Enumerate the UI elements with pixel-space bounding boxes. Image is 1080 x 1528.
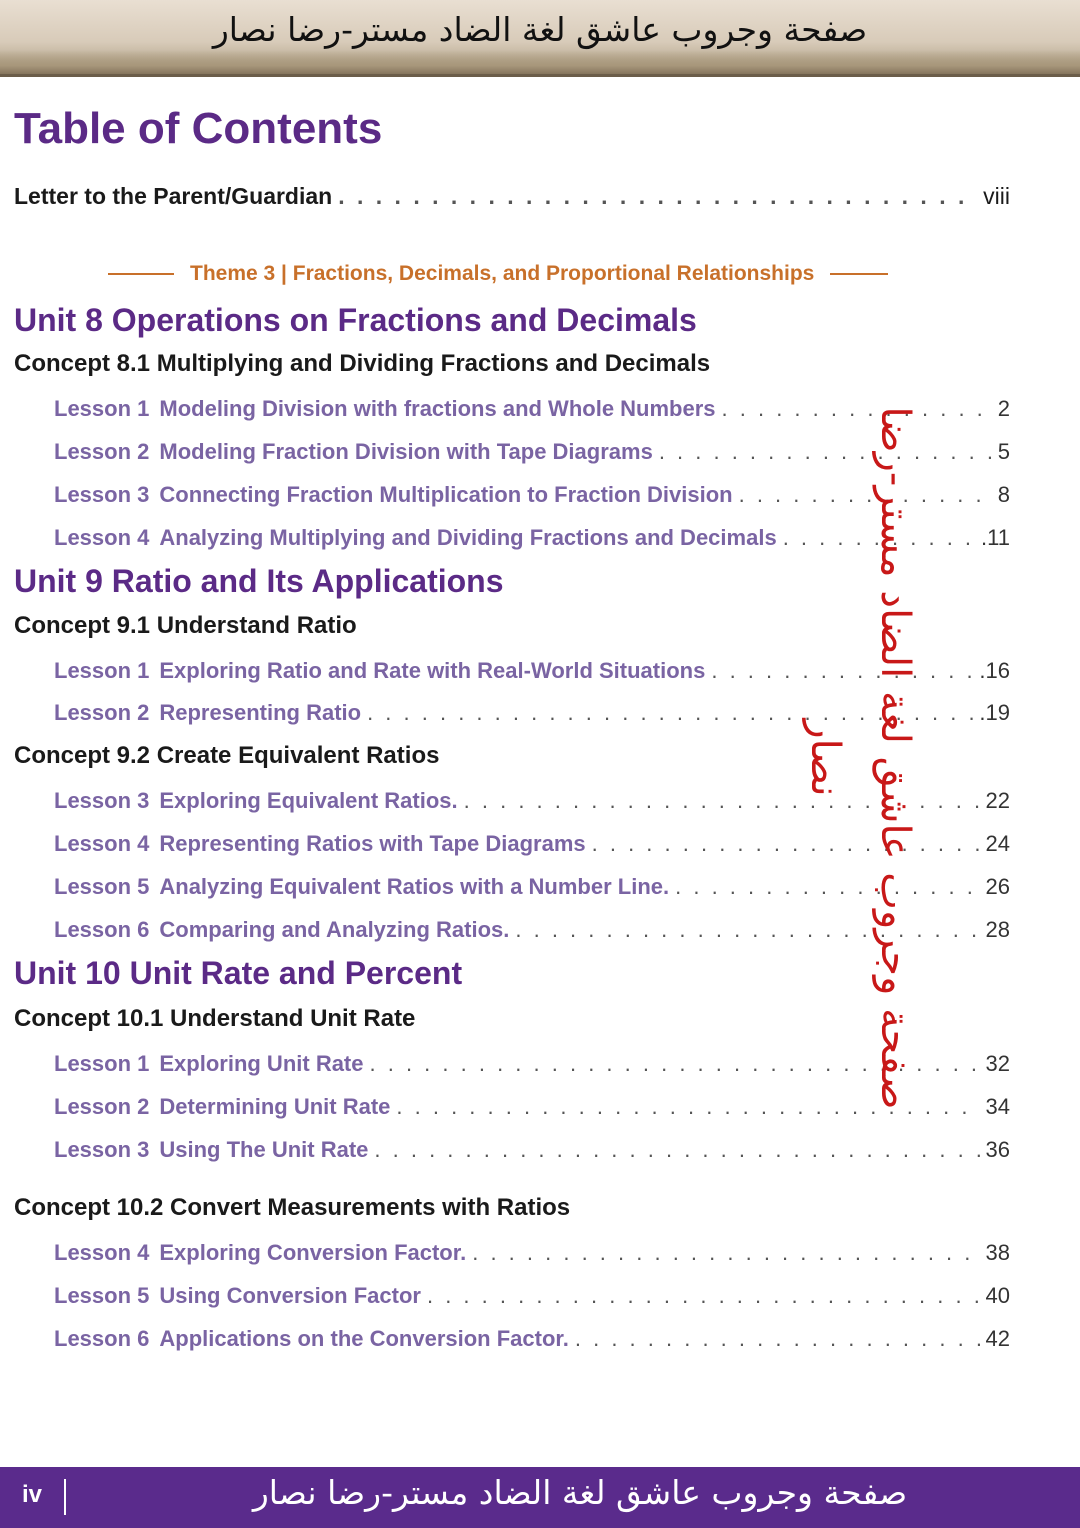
unit-heading[interactable]: Unit 8 Operations on Fractions and Decimals <box>14 302 697 338</box>
concept-heading[interactable]: Concept 10.2 Convert Measurements with Ratios <box>14 1194 571 1221</box>
lesson-page: .16 <box>979 658 1010 683</box>
watermark-text: صفحة وجروب عاشق لغة الضاد مستر-رضا نصار <box>802 406 918 1110</box>
unit-heading[interactable]: Unit 10 Unit Rate and Percent <box>14 955 463 991</box>
leader-dots <box>338 183 977 210</box>
page-title: Table of Contents <box>14 104 383 153</box>
lesson-number: Lesson 1 <box>54 396 150 421</box>
lesson-title: Connecting Fraction Multiplication to Fraction Division <box>159 482 733 507</box>
lesson-number: Lesson 2 <box>54 1094 150 1119</box>
theme-rule-left <box>108 273 174 275</box>
lesson-entry[interactable] <box>54 1283 1010 1315</box>
lesson-page: 32 <box>985 1051 1010 1076</box>
lesson-title: Modeling Division with fractions and Whole Numbers <box>159 396 716 421</box>
theme-rule-right <box>830 273 888 275</box>
leader-dots <box>427 1283 980 1309</box>
lesson-number: Lesson 5 <box>54 874 150 899</box>
concept-heading[interactable]: Concept 9.2 Create Equivalent Ratios <box>14 742 440 769</box>
lesson-title: Exploring Unit Rate <box>159 1051 364 1076</box>
page-footer <box>0 1467 1080 1528</box>
lesson-title: Using The Unit Rate <box>159 1137 369 1162</box>
page-number: iv <box>22 1481 43 1508</box>
concept-heading[interactable]: Concept 10.1 Understand Unit Rate <box>14 1005 416 1032</box>
lesson-number: Lesson 1 <box>54 1051 150 1076</box>
lesson-title: Representing Ratio <box>159 700 362 725</box>
lesson-page: 38 <box>985 1240 1010 1265</box>
theme-title: Theme 3 | Fractions, Decimals, and Proportional Relationships <box>190 262 815 285</box>
leader-dots <box>675 874 979 900</box>
leader-dots <box>722 396 992 422</box>
lesson-number: Lesson 4 <box>54 831 150 856</box>
leader-dots <box>575 1326 980 1352</box>
lesson-title: Exploring Conversion Factor. <box>159 1240 467 1265</box>
lesson-number: Lesson 3 <box>54 788 150 813</box>
lesson-title: Exploring Ratio and Rate with Real-World Situations <box>159 658 706 683</box>
lesson-title: Exploring Equivalent Ratios. <box>159 788 458 813</box>
lesson-number: Lesson 3 <box>54 482 150 507</box>
lesson-page: 8 <box>997 482 1010 507</box>
lesson-page: 24 <box>985 831 1010 856</box>
footer-text: صفحة وجروب عاشق لغة الضاد مستر-رضا نصار <box>252 1473 908 1512</box>
top-banner <box>0 0 1080 76</box>
lesson-number: Lesson 1 <box>54 658 150 683</box>
lesson-page: .11 <box>981 525 1010 550</box>
lesson-number: Lesson 2 <box>54 700 150 725</box>
lesson-page: 26 <box>985 874 1010 899</box>
lesson-page: 42 <box>985 1326 1010 1351</box>
lesson-number: Lesson 4 <box>54 525 150 550</box>
lesson-page: 28 <box>985 917 1010 942</box>
lesson-number: Lesson 4 <box>54 1240 150 1265</box>
lesson-title: Using Conversion Factor <box>159 1283 421 1308</box>
leader-dots <box>472 1240 979 1266</box>
lesson-page: 34 <box>985 1094 1010 1119</box>
lesson-page: 5 <box>997 439 1010 464</box>
lesson-title: Applications on the Conversion Factor. <box>159 1326 569 1351</box>
unit-heading[interactable]: Unit 9 Ratio and Its Applications <box>14 563 504 599</box>
lesson-number: Lesson 6 <box>54 917 150 942</box>
banner-sand-image <box>0 50 1080 76</box>
toc-entry-page: viii <box>983 183 1010 209</box>
lesson-number: Lesson 2 <box>54 439 150 464</box>
toc-entry-letter[interactable] <box>14 183 1010 213</box>
lesson-page: 36 <box>985 1137 1010 1162</box>
lesson-entry[interactable] <box>54 1326 1010 1358</box>
lesson-number: Lesson 6 <box>54 1326 150 1351</box>
lesson-number: Lesson 5 <box>54 1283 150 1308</box>
lesson-page: 2 <box>997 396 1010 421</box>
lesson-number: Lesson 3 <box>54 1137 150 1162</box>
concept-heading[interactable]: Concept 9.1 Understand Ratio <box>14 612 357 639</box>
lesson-page: 40 <box>985 1283 1010 1308</box>
theme-heading <box>108 258 920 290</box>
banner-divider <box>0 74 1080 77</box>
watermark <box>802 388 930 1128</box>
lesson-title: Analyzing Multiplying and Dividing Fractions and Decimals <box>159 525 777 550</box>
lesson-title: Analyzing Equivalent Ratios with a Number Line. <box>159 874 670 899</box>
footer-divider <box>64 1479 66 1515</box>
leader-dots <box>659 439 992 465</box>
banner-text: صفحة وجروب عاشق لغة الضاد مستر-رضا نصار <box>212 10 868 49</box>
lesson-title: Determining Unit Rate <box>159 1094 391 1119</box>
lesson-entry[interactable] <box>54 1137 1010 1169</box>
lesson-page: .19 <box>979 700 1010 725</box>
lesson-title: Modeling Fraction Division with Tape Diagrams <box>159 439 653 464</box>
toc-entry-label: Letter to the Parent/Guardian <box>14 183 333 209</box>
leader-dots <box>711 658 973 684</box>
leader-dots <box>374 1137 979 1163</box>
lesson-entry[interactable] <box>54 1240 1010 1272</box>
lesson-title: Comparing and Analyzing Ratios. <box>159 917 510 942</box>
concept-heading[interactable]: Concept 8.1 Multiplying and Dividing Fractions and Decimals <box>14 350 711 377</box>
lesson-page: 22 <box>985 788 1010 813</box>
lesson-title: Representing Ratios with Tape Diagrams <box>159 831 586 856</box>
